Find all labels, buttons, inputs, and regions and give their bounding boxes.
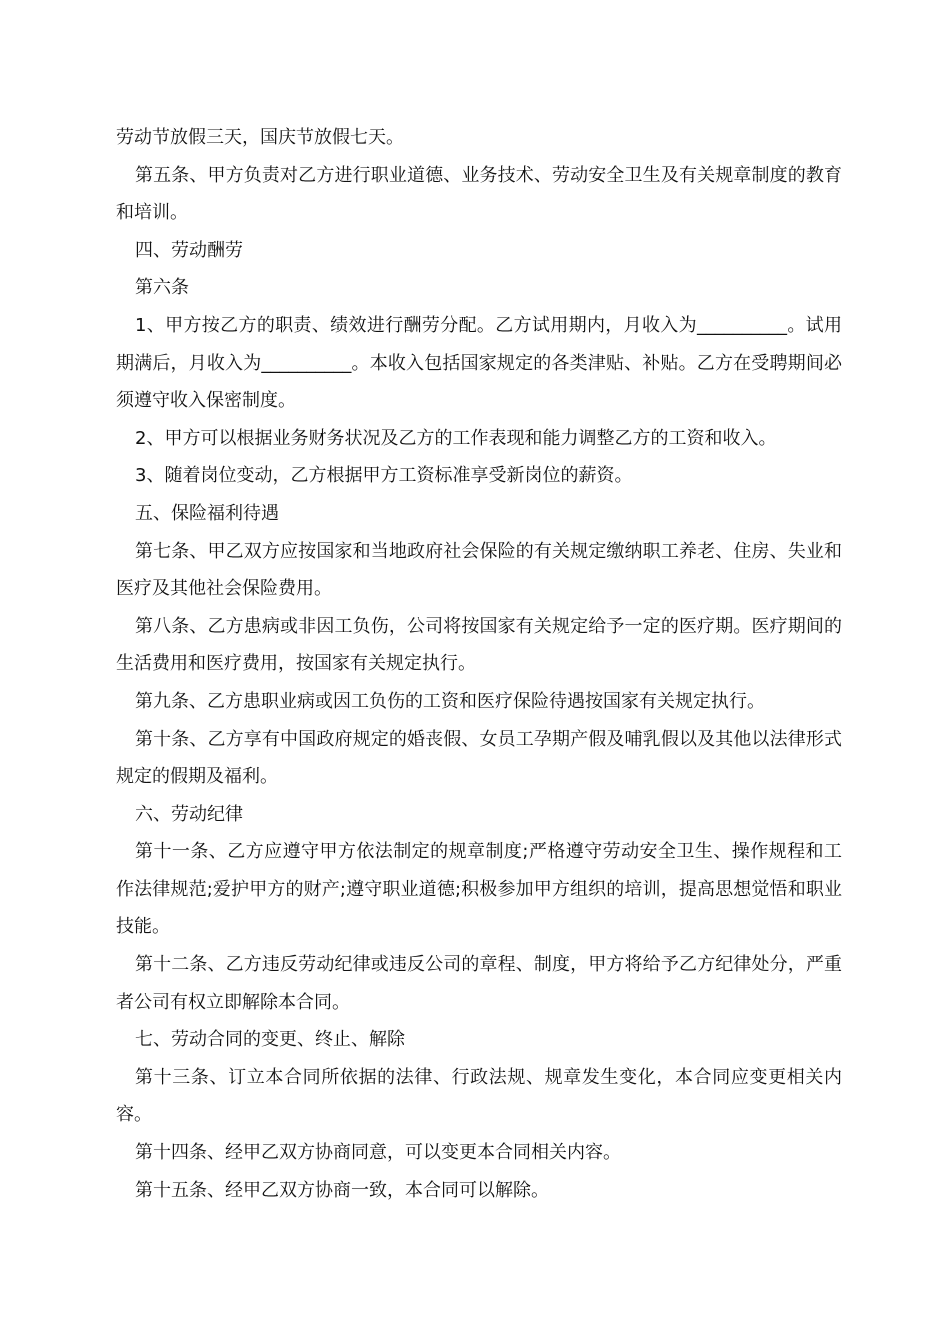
article-9: 第九条、乙方患职业病或因工负伤的工资和医疗保险待遇按国家有关规定执行。 [135, 690, 765, 712]
article-6-item-3: 3、随着岗位变动，乙方根据甲方工资标准享受新岗位的薪资。 [135, 465, 633, 487]
document-body [116, 119, 842, 1209]
article-5: 第五条、甲方负责对乙方进行职业道德、业务技术、劳动安全卫生及有关规章制度的教育和培训。 [116, 164, 842, 224]
article-12: 第十二条、乙方违反劳动纪律或违反公司的章程、制度，甲方将给予乙方纪律处分，严重者公司有权立即解除本合同。 [116, 954, 842, 1013]
section-heading-contract-changes: 七、劳动合同的变更、终止、解除 [135, 1029, 405, 1051]
article-11: 第十一条、乙方应遵守甲方依法制定的规章制度;严格遵守劳动安全卫生、操作规程和工作法律规范;爱护甲方的财产;遵守职业道德;积极参加甲方组织的培训，提高思想觉悟和职业技能。 [116, 841, 842, 938]
paragraph-continuation: 劳动节放假三天，国庆节放假七天。 [116, 127, 404, 148]
article-8: 第八条、乙方患病或非因工负伤，公司将按国家有关规定给予一定的医疗期。医疗期间的生活费用和医疗费用，按国家有关规定执行。 [116, 615, 842, 675]
article-6-item-1: 1、甲方按乙方的职责、绩效进行酬劳分配。乙方试用期内，月收入为__________。试用期满后，月收入为__________。本收入包括国家规定的各类津贴、补贴。乙方在受聘期间必须遵守收入保密制度。 [116, 314, 842, 412]
article-14: 第十四条、经甲乙双方协商同意，可以变更本合同相关内容。 [135, 1142, 621, 1164]
article-13: 第十三条、订立本合同所依据的法律、行政法规、规章发生变化，本合同应变更相关内容。 [116, 1066, 842, 1126]
section-heading-compensation: 四、劳动酬劳 [135, 239, 243, 261]
article-15: 第十五条、经甲乙双方协商一致，本合同可以解除。 [135, 1179, 549, 1201]
article-10: 第十条、乙方享有中国政府规定的婚丧假、女员工孕期产假及哺乳假以及其他以法律形式规定的假期及福利。 [116, 728, 842, 788]
section-heading-insurance: 五、保险福利待遇 [135, 502, 279, 524]
article-6-item-2: 2、甲方可以根据业务财务状况及乙方的工作表现和能力调整乙方的工资和收入。 [135, 427, 777, 449]
section-heading-discipline: 六、劳动纪律 [135, 803, 243, 825]
article-7: 第七条、甲乙双方应按国家和当地政府社会保险的有关规定缴纳职工养老、住房、失业和医疗及其他社会保险费用。 [116, 540, 842, 600]
article-6-title: 第六条 [135, 277, 189, 299]
